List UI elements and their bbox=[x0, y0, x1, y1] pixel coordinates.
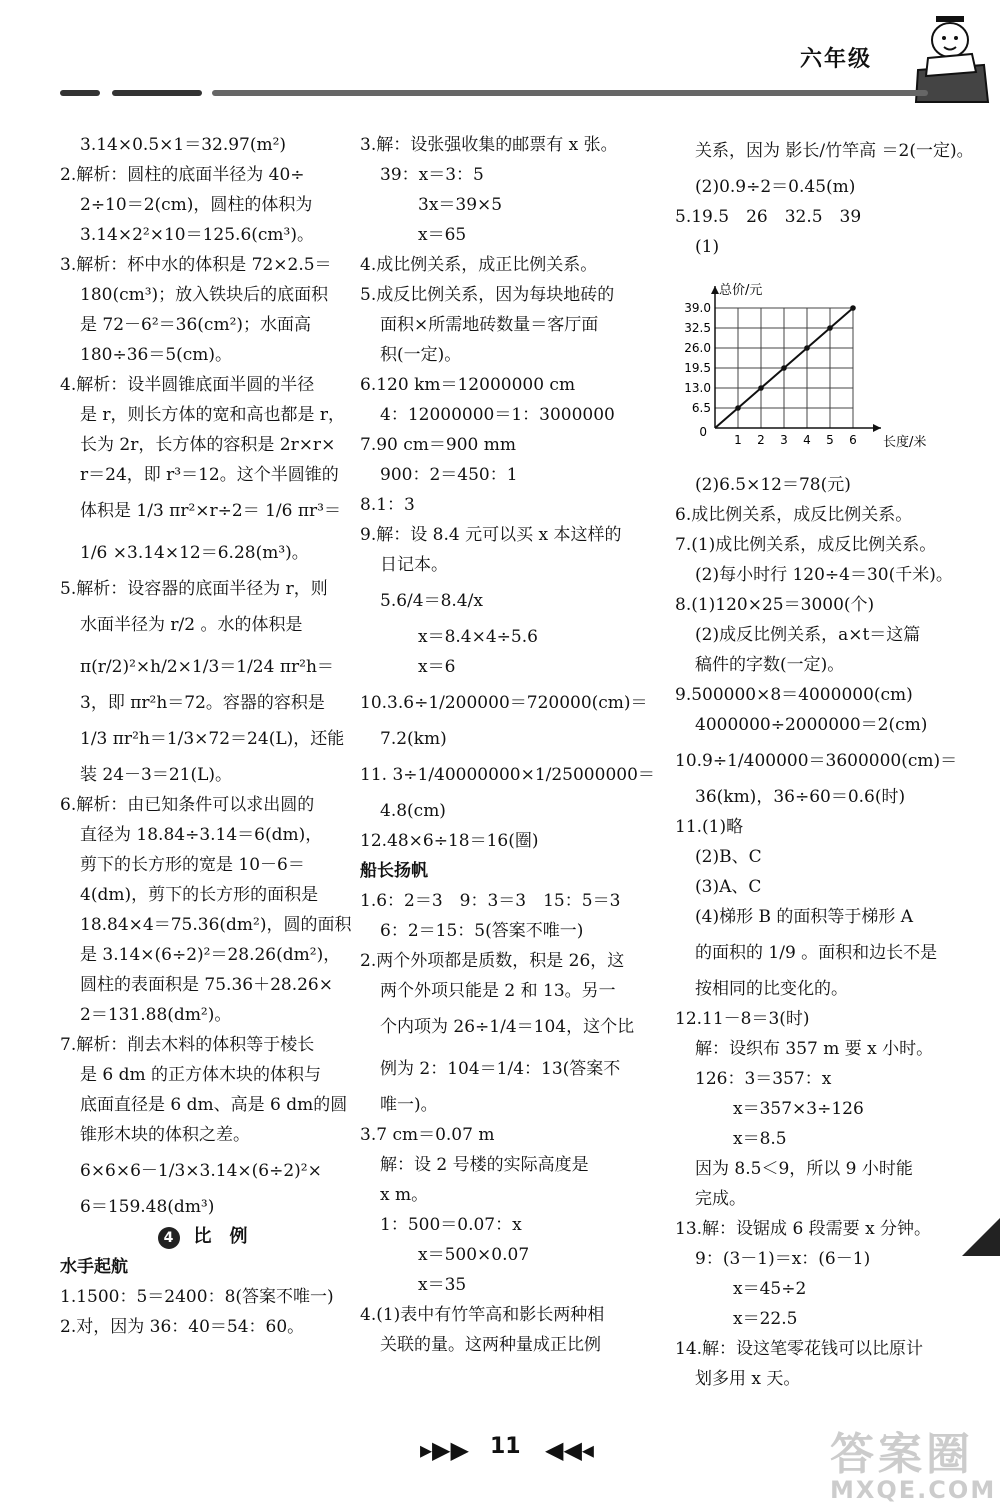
text-line: 12.48×6÷18＝16(圈) bbox=[360, 831, 539, 851]
text-line: 8.(1)120×25＝3000(个) bbox=[675, 595, 875, 615]
text-line: (3)A、C bbox=[695, 877, 762, 897]
text-line: 11. 3÷1/40000000×1/25000000＝ bbox=[360, 765, 655, 785]
answer-column-2 bbox=[360, 130, 655, 1360]
data-point bbox=[735, 405, 741, 411]
text-line: 1.1500：5＝2400：8(答案不唯一) bbox=[60, 1287, 334, 1307]
x-tick-label: 3 bbox=[780, 433, 788, 447]
text-line: 7.2(km) bbox=[380, 729, 447, 749]
text-line: 1.6：2＝3 9：3＝3 15：5＝3 bbox=[360, 891, 621, 911]
text-line: x＝8.4×4÷5.6 bbox=[418, 627, 538, 647]
text-line: 装 24－3＝21(L)。 bbox=[80, 765, 233, 785]
text-line: x＝35 bbox=[418, 1275, 467, 1295]
x-tick-label: 5 bbox=[826, 433, 834, 447]
text-line: 11.(1)略 bbox=[675, 817, 744, 837]
text-line: 6：2＝15：5(答案不唯一) bbox=[380, 921, 584, 941]
y-axis-arrow-icon bbox=[711, 286, 719, 294]
text-line: 是 r，则长方体的宽和高也都是 r， bbox=[80, 405, 346, 425]
header-rule-2 bbox=[112, 90, 202, 96]
text-line: 10.9÷1/400000＝3600000(cm)＝ bbox=[675, 751, 958, 771]
text-line: (2)0.9÷2＝0.45(m) bbox=[695, 177, 856, 197]
text-line: π(r/2)²×h/2×1/3＝1/24 πr²h＝ bbox=[80, 657, 334, 677]
text-line: (2)每小时行 120÷4＝30(千米)。 bbox=[695, 565, 953, 585]
text-line: 剪下的长方形的宽是 10－6＝ bbox=[80, 855, 305, 875]
text-line: 7.(1)成比例关系，成反比例关系。 bbox=[675, 535, 937, 555]
text-line: 唯一)。 bbox=[380, 1095, 438, 1115]
text-line: 水面半径为 r/2 。水的体积是 bbox=[80, 615, 303, 635]
text-line: 积(一定)。 bbox=[380, 345, 462, 365]
text-line: 4(dm)，剪下的长方形的面积是 bbox=[80, 885, 319, 905]
text-line: 5.解析：设容器的底面半径为 r，则 bbox=[60, 579, 328, 599]
page-number: 11 bbox=[490, 1434, 521, 1459]
text-line: x＝357×3÷126 bbox=[733, 1099, 864, 1119]
text-line: 的面积的 1/9 。面积和边长不是 bbox=[695, 943, 938, 963]
text-line: 1/6 ×3.14×12＝6.28(m³)。 bbox=[80, 543, 309, 563]
x-tick-label: 2 bbox=[757, 433, 765, 447]
text-line: 解：设 2 号楼的实际高度是 bbox=[380, 1155, 589, 1175]
text-line: 2＝131.88(dm²)。 bbox=[80, 1005, 232, 1025]
text-line: 2.两个外项都是质数，积是 26，这 bbox=[360, 951, 625, 971]
text-line: (2)B、C bbox=[695, 847, 762, 867]
text-line: 底面直径是 6 dm、高是 6 dm的圆 bbox=[80, 1095, 348, 1115]
text-line: 9.500000×8＝4000000(cm) bbox=[675, 685, 913, 705]
text-line: 180÷36＝5(cm)。 bbox=[80, 345, 233, 365]
y-tick-label: 39.0 bbox=[684, 301, 711, 315]
text-line: x m。 bbox=[380, 1185, 429, 1205]
header-rule-1 bbox=[60, 90, 100, 96]
section-heading: 船长扬帆 bbox=[360, 861, 428, 881]
chapter-number-badge: 4 bbox=[158, 1227, 180, 1249]
text-line: 5.成反比例关系，因为每块地砖的 bbox=[360, 285, 615, 305]
x-tick-label: 1 bbox=[734, 433, 742, 447]
text-line: (2)6.5×12＝78(元) bbox=[695, 475, 851, 495]
grade-label: 六年级 bbox=[800, 47, 873, 72]
text-line: 9.解：设 8.4 元可以买 x 本这样的 bbox=[360, 525, 622, 545]
text-line: 18.84×4＝75.36(dm²)，圆的面积 bbox=[80, 915, 352, 935]
text-line: 13.解：设锯成 6 段需要 x 分钟。 bbox=[675, 1219, 932, 1239]
text-line: 180(cm³)；放入铁块后的底面积 bbox=[80, 285, 329, 305]
text-line: 面积×所需地砖数量＝客厅面 bbox=[380, 315, 599, 335]
x-tick-label: 0 bbox=[699, 425, 707, 439]
text-line: (4)梯形 B 的面积等于梯形 A bbox=[695, 907, 914, 927]
text-line: 3x＝39×5 bbox=[418, 195, 503, 215]
text-line: 按相同的比变化的。 bbox=[695, 979, 848, 999]
chapter-title: 比 例 bbox=[193, 1226, 248, 1247]
text-line: 是 72－6²＝36(cm²)；水面高 bbox=[80, 315, 312, 335]
text-line: 两个外项只能是 2 和 13。另一 bbox=[380, 981, 616, 1001]
y-tick-label: 13.0 bbox=[684, 381, 711, 395]
forward-arrows-icon: ▸▶▶ bbox=[420, 1436, 469, 1464]
text-line: x＝45÷2 bbox=[733, 1279, 807, 1299]
text-line: 划多用 x 天。 bbox=[695, 1369, 801, 1389]
text-line: 是 6 dm 的正方体木块的体积与 bbox=[80, 1065, 322, 1085]
text-line: 6.120 km＝12000000 cm bbox=[360, 375, 576, 395]
page-edge-tab bbox=[962, 1218, 1000, 1256]
text-line: 完成。 bbox=[695, 1189, 746, 1209]
price-length-chart bbox=[675, 268, 935, 468]
text-line: 日记本。 bbox=[380, 555, 448, 575]
text-line: 4.(1)表中有竹竿高和影长两种相 bbox=[360, 1305, 605, 1325]
text-line: x＝22.5 bbox=[733, 1309, 798, 1329]
y-tick-label: 32.5 bbox=[684, 321, 711, 335]
text-line: 3.解：设张强收集的邮票有 x 张。 bbox=[360, 135, 618, 155]
text-line: 2÷10＝2(cm)，圆柱的体积为 bbox=[80, 195, 313, 215]
data-point bbox=[758, 385, 764, 391]
text-line: 6.成比例关系，成反比例关系。 bbox=[675, 505, 913, 525]
text-line: r＝24，即 r³＝12。这个半圆锥的 bbox=[80, 465, 339, 485]
text-line: 10.3.6÷1/200000＝720000(cm)＝ bbox=[360, 693, 648, 713]
answer-column-1 bbox=[60, 130, 352, 1342]
text-line: 直径为 18.84÷3.14＝6(dm)， bbox=[80, 825, 323, 845]
text-line: (2)成反比例关系，a×t＝这篇 bbox=[695, 625, 921, 645]
text-line: 因为 8.5＜9，所以 9 小时能 bbox=[695, 1159, 913, 1179]
text-line: 长为 2r，长方体的容积是 2r×r× bbox=[80, 435, 336, 455]
y-tick-label: 26.0 bbox=[684, 341, 711, 355]
text-line: 6.解析：由已知条件可以求出圆的 bbox=[60, 795, 315, 815]
data-point bbox=[804, 345, 810, 351]
chapter-heading bbox=[60, 1222, 345, 1252]
text-line: 4：12000000＝1：3000000 bbox=[380, 405, 615, 425]
text-line: 关系，因为 影长/竹竿高 ＝2(一定)。 bbox=[695, 141, 974, 161]
text-line: 39：x＝3：5 bbox=[380, 165, 484, 185]
text-line: 3.14×0.5×1＝32.97(m²) bbox=[80, 135, 287, 155]
y-tick-label: 6.5 bbox=[691, 401, 711, 415]
text-line: 关联的量。这两种量成正比例 bbox=[380, 1335, 601, 1355]
text-line: 6＝159.48(dm³) bbox=[80, 1197, 215, 1217]
text-line: 8.1：3 bbox=[360, 495, 415, 515]
text-line: x＝8.5 bbox=[733, 1129, 787, 1149]
text-line: 12.11－8＝3(时) bbox=[675, 1009, 810, 1029]
text-line: 1/3 πr²h＝1/3×72＝24(L)，还能 bbox=[80, 729, 345, 749]
text-line: x＝65 bbox=[418, 225, 467, 245]
text-line: 5.19.5 26 32.5 39 bbox=[675, 207, 862, 227]
y-axis-label: 总价/元 bbox=[719, 283, 763, 298]
text-line: 解：设织布 357 m 要 x 小时。 bbox=[695, 1039, 934, 1059]
x-axis-arrow-icon bbox=[873, 424, 881, 432]
text-line: 5.6/4＝8.4/x bbox=[380, 591, 483, 611]
text-line: 126：3＝357：x bbox=[695, 1069, 832, 1089]
text-line: 3.解析：杯中水的体积是 72×2.5＝ bbox=[60, 255, 332, 275]
text-line: 稿件的字数(一定)。 bbox=[695, 655, 845, 675]
header-rule-3 bbox=[212, 90, 928, 96]
text-line: 3.7 cm＝0.07 m bbox=[360, 1125, 495, 1145]
data-point bbox=[850, 305, 856, 311]
text-line: 6×6×6－1/3×3.14×(6÷2)²× bbox=[80, 1161, 322, 1181]
data-point bbox=[827, 325, 833, 331]
text-line: x＝6 bbox=[418, 657, 456, 677]
text-line: 2.解析：圆柱的底面半径为 40÷ bbox=[60, 165, 305, 185]
text-line: 4.成比例关系，成正比例关系。 bbox=[360, 255, 598, 275]
text-line: 是 3.14×(6÷2)²＝28.26(dm²)， bbox=[80, 945, 341, 965]
text-line: 1：500＝0.07：x bbox=[380, 1215, 522, 1235]
text-line: 体积是 1/3 πr²×r÷2＝ 1/6 πr³＝ bbox=[80, 501, 341, 521]
text-line: 7.解析：削去木料的体积等于棱长 bbox=[60, 1035, 315, 1055]
text-line: 7.90 cm＝900 mm bbox=[360, 435, 516, 455]
y-tick-label: 19.5 bbox=[684, 361, 711, 375]
watermark-url: MXQE.COM bbox=[830, 1476, 997, 1504]
text-line: 14.解：设这笔零花钱可以比原计 bbox=[675, 1339, 924, 1359]
text-line: 2.对，因为 36：40＝54：60。 bbox=[60, 1317, 305, 1337]
watermark-logo-text: 答案圈 bbox=[830, 1429, 974, 1480]
text-line: 3.14×2²×10＝125.6(cm³)。 bbox=[80, 225, 314, 245]
text-line: 例为 2：104＝1/4：13(答案不 bbox=[380, 1059, 621, 1079]
text-line: 圆柱的表面积是 75.36＋28.26× bbox=[80, 975, 333, 995]
x-tick-label: 6 bbox=[849, 433, 857, 447]
text-line: 3，即 πr²h＝72。容器的容积是 bbox=[80, 693, 325, 713]
x-axis-label: 长度/米 bbox=[883, 435, 927, 450]
watermark bbox=[830, 1418, 996, 1504]
back-arrows-icon: ◀◀◂ bbox=[545, 1436, 594, 1464]
data-point bbox=[781, 365, 787, 371]
x-tick-label: 4 bbox=[803, 433, 811, 447]
text-line: 个内项为 26÷1/4＝104，这个比 bbox=[380, 1017, 635, 1037]
text-line: 900：2＝450：1 bbox=[380, 465, 518, 485]
text-line: 锥形木块的体积之差。 bbox=[80, 1125, 250, 1145]
text-line: 4.解析：设半圆锥底面半圆的半径 bbox=[60, 375, 315, 395]
text-line: 4000000÷2000000＝2(cm) bbox=[695, 715, 928, 735]
section-heading: 水手起航 bbox=[60, 1257, 128, 1277]
text-line: 4.8(cm) bbox=[380, 801, 446, 821]
text-line: (1) bbox=[695, 237, 720, 257]
text-line: 9：(3－1)＝x：(6－1) bbox=[695, 1249, 871, 1269]
text-line: 36(km)，36÷60＝0.6(时) bbox=[695, 787, 906, 807]
text-line: x＝500×0.07 bbox=[418, 1245, 530, 1265]
